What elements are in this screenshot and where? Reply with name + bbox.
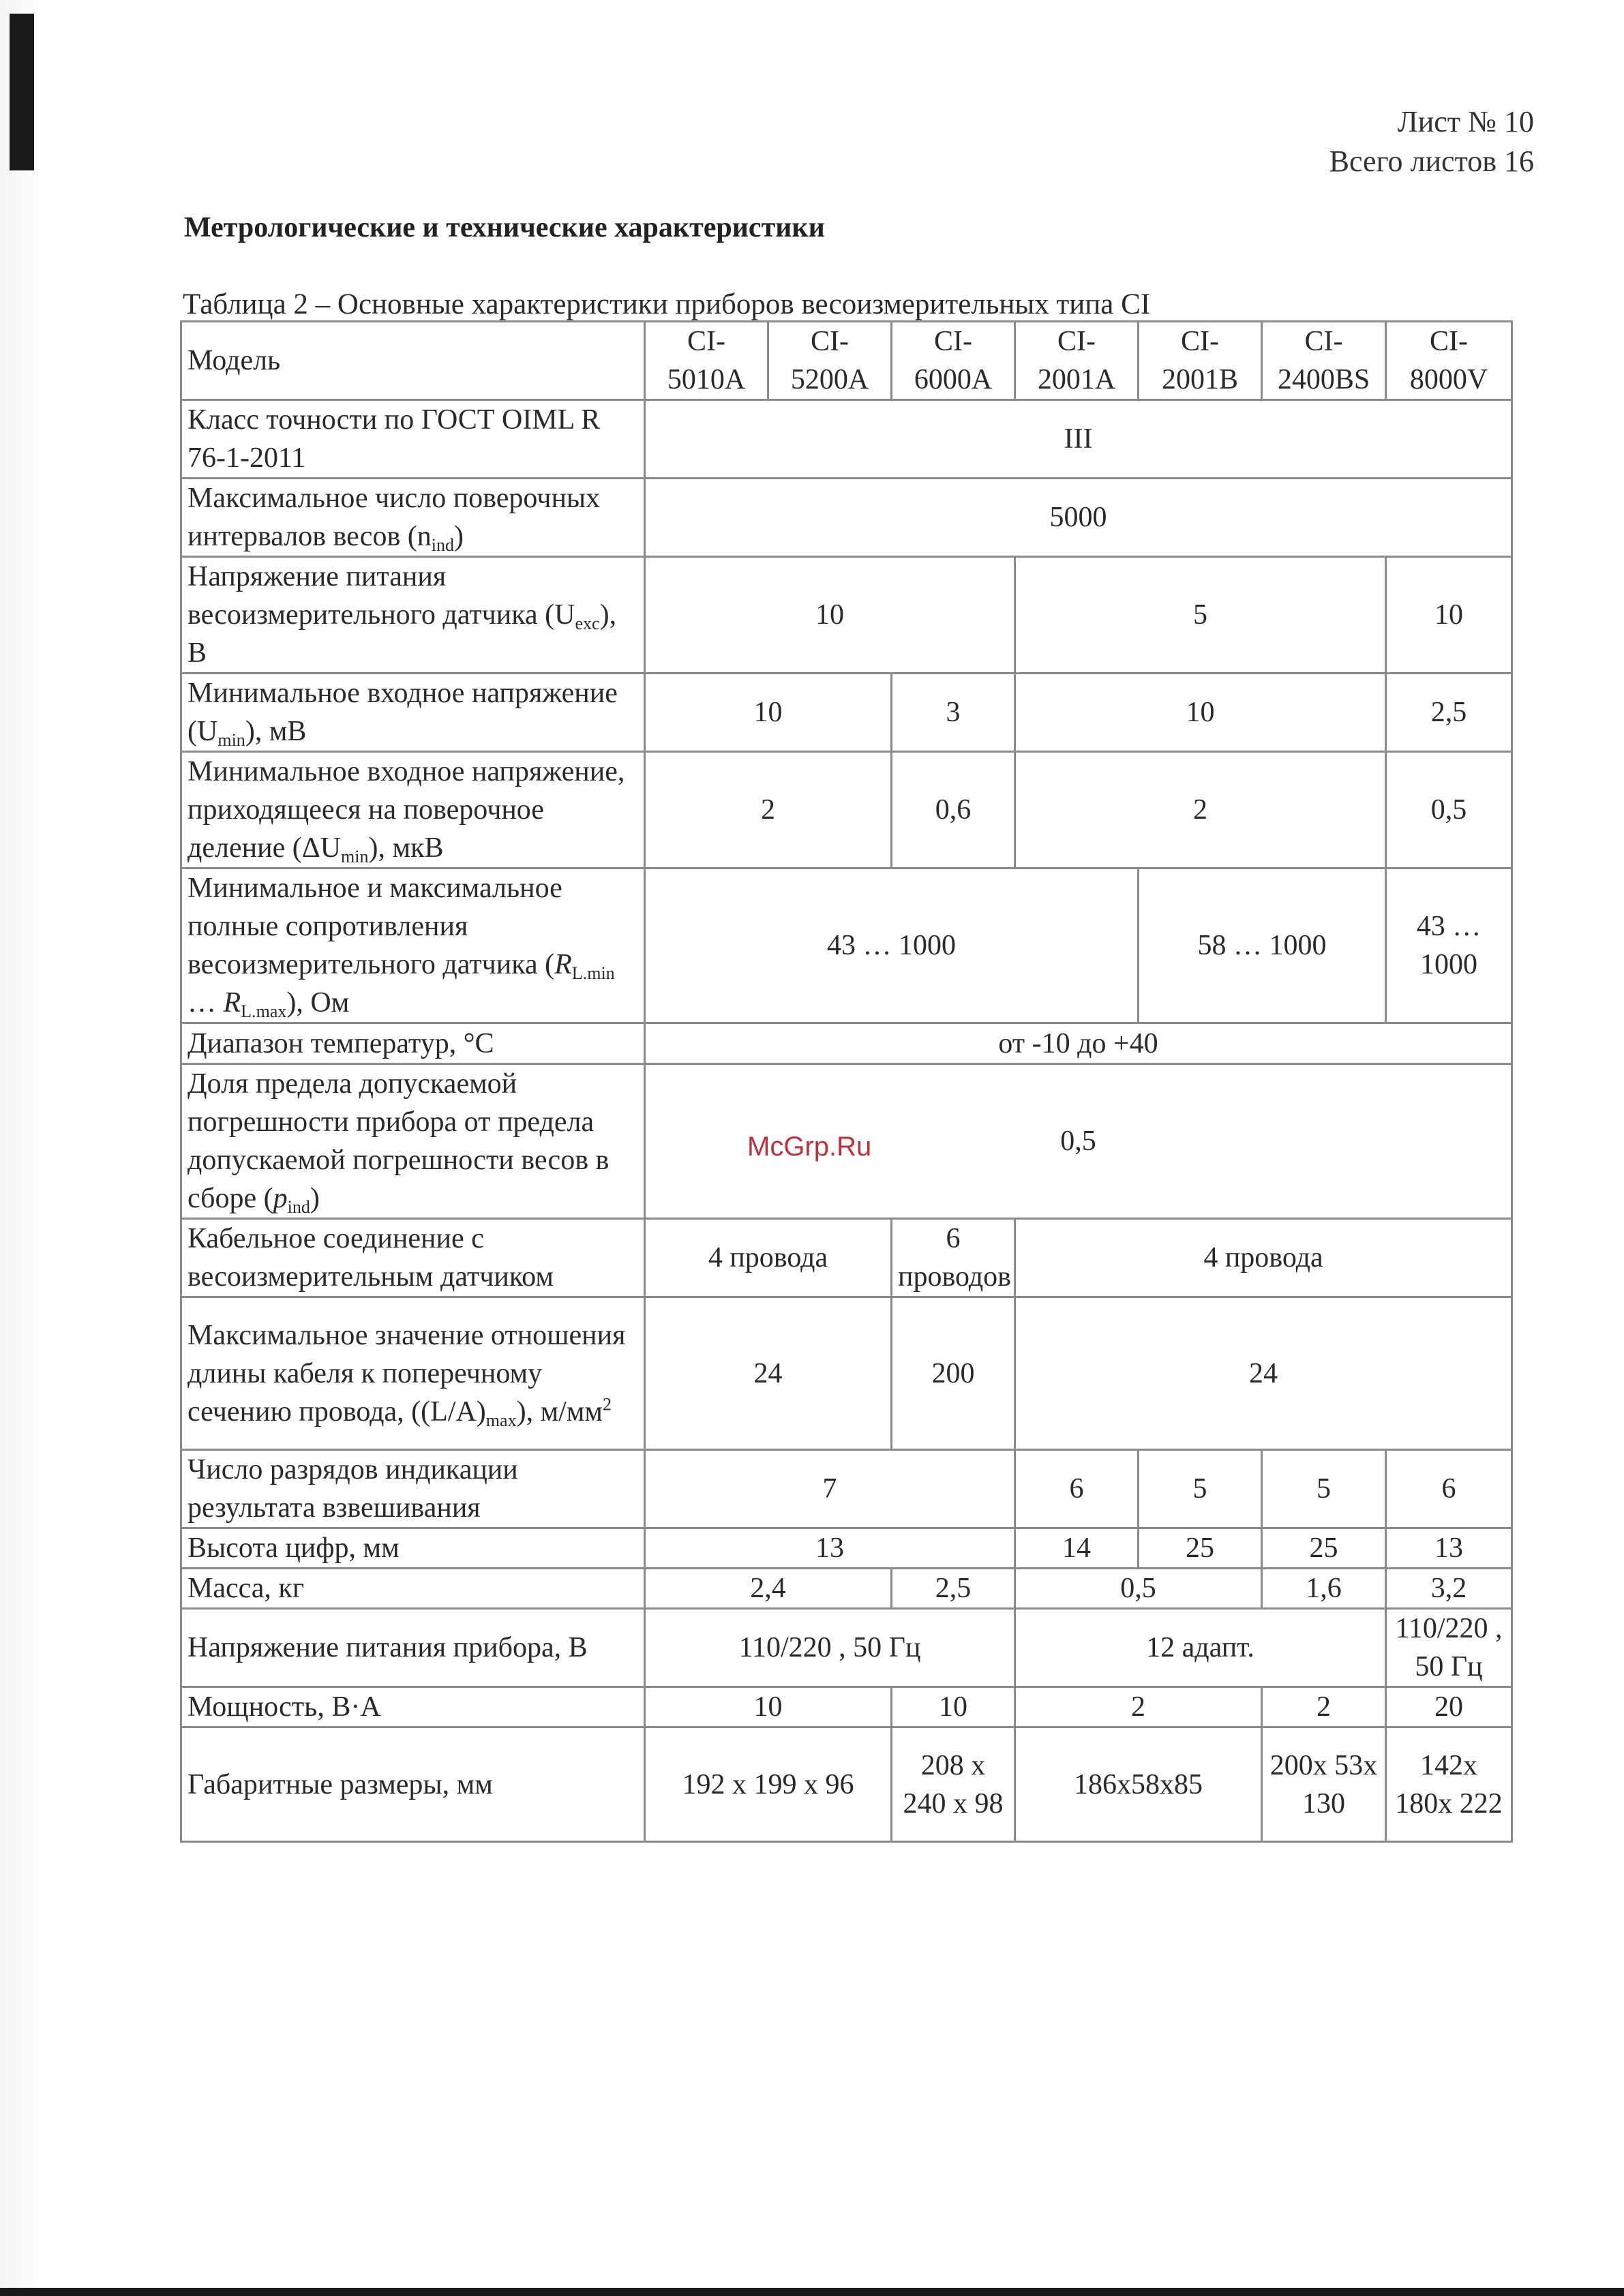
row-label: Максимальное значение отношения длины кабеля к поперечному сечению провода, $((L/A)_{max})$, $м/мм^2$ (181, 1297, 645, 1450)
cell-value: 12 адапт. (1015, 1609, 1386, 1687)
cell-value: 2,5 (892, 1569, 1015, 1609)
cell-value: от -10 до +40 (645, 1023, 1512, 1064)
model-label: Модель (181, 322, 645, 400)
cell-value: 2 (1015, 752, 1386, 868)
sheet-number: Лист № 10 (1397, 105, 1534, 138)
row-la (181, 1297, 1512, 1450)
cell-value: 10 (645, 674, 892, 752)
row-label: Число разрядов индикации результата взвешивания (181, 1450, 645, 1528)
cell-value: 13 (645, 1528, 1015, 1569)
cell-value: 2 (1262, 1687, 1386, 1727)
cell-value: 25 (1139, 1528, 1262, 1569)
row-label: Доля предела допускаемой погрешности прибора от предела допускаемой погрешности весов в сборе $(p_{ind})$ (181, 1064, 645, 1219)
cell-value: 3 (892, 674, 1015, 752)
row-label: Напряжение питания весоизмерительного датчика $(U_{exc})$, В (181, 557, 645, 674)
scan-corner-mark (10, 14, 34, 170)
row-height (181, 1528, 1512, 1569)
cell-value: 192 х 199 х 96 (645, 1727, 892, 1842)
row-label: Масса, кг (181, 1569, 645, 1609)
row-digits (181, 1450, 1512, 1528)
cell-value: 24 (1015, 1297, 1512, 1450)
row-uexc (181, 557, 1512, 674)
cell-value: 110/220 , 50 Гц (1386, 1609, 1512, 1687)
cell-value: 24 (645, 1297, 892, 1450)
watermark-link[interactable]: McGrp.Ru (747, 1132, 872, 1162)
row-resistance (181, 868, 1512, 1023)
section-title: Метрологические и технические характеристики (184, 212, 825, 243)
cell-value: 186x58x85 (1015, 1727, 1262, 1842)
cell-value: 58 … 1000 (1139, 868, 1386, 1023)
cell-value: 2 (645, 752, 892, 868)
cell-value: 25 (1262, 1528, 1386, 1569)
row-label: Напряжение питания прибора, В (181, 1609, 645, 1687)
cell-value: 1,6 (1262, 1569, 1386, 1609)
row-label: Минимальное входное напряжение $(U_{min})$, мВ (181, 674, 645, 752)
cell-value: 10 (892, 1687, 1015, 1727)
row-power (181, 1687, 1512, 1727)
cell-value: 10 (645, 557, 1015, 674)
model-header: CI-2400BS (1262, 322, 1386, 400)
row-label: Диапазон температур, °С (181, 1023, 645, 1064)
sheet-info (1329, 102, 1534, 181)
cell-value: 10 (645, 1687, 892, 1727)
row-model (181, 322, 1512, 400)
cell-value: 0,5 (1386, 752, 1512, 868)
model-header: CI-2001B (1139, 322, 1262, 400)
cell-value: 2,5 (1386, 674, 1512, 752)
cell-value: 5 (1015, 557, 1386, 674)
row-dumin (181, 752, 1512, 868)
cell-value: 5000 (645, 479, 1512, 557)
cell-value: 6 проводов (892, 1219, 1015, 1297)
cell-value: 20 (1386, 1687, 1512, 1727)
cell-value: 5 (1262, 1450, 1386, 1528)
cell-value: 7 (645, 1450, 1015, 1528)
row-label: Кабельное соединение с весоизмерительным датчиком (181, 1219, 645, 1297)
cell-value: 5 (1139, 1450, 1262, 1528)
cell-value: 0,6 (892, 752, 1015, 868)
cell-value: 43 … 1000 (645, 868, 1139, 1023)
row-mass (181, 1569, 1512, 1609)
row-umin (181, 674, 1512, 752)
model-header: CI-2001A (1015, 322, 1139, 400)
cell-value: 43 … 1000 (1386, 868, 1512, 1023)
model-header: CI-5200A (768, 322, 892, 400)
cell-value: 6 (1386, 1450, 1512, 1528)
row-label: Мощность, В·А (181, 1687, 645, 1727)
scan-edge (0, 0, 41, 2296)
cell-value: 6 (1015, 1450, 1139, 1528)
specs-table (180, 320, 1513, 1843)
scan-bottom-edge (0, 2288, 1624, 2296)
cell-value: 4 провода (645, 1219, 892, 1297)
row-nmax (181, 479, 1512, 557)
cell-value: 200 (892, 1297, 1015, 1450)
row-cable (181, 1219, 1512, 1297)
cell-value: 0,5 (1015, 1569, 1262, 1609)
cell-value: 2 (1015, 1687, 1262, 1727)
cell-value: 208 х 240 х 98 (892, 1727, 1015, 1842)
cell-value: 200x 53x 130 (1262, 1727, 1386, 1842)
cell-value: 110/220 , 50 Гц (645, 1609, 1015, 1687)
row-label: Класс точности по ГОСТ OIML R 76-1-2011 (181, 400, 645, 479)
cell-value: 10 (1386, 557, 1512, 674)
cell-value: 4 провода (1015, 1219, 1512, 1297)
model-header: CI-6000A (892, 322, 1015, 400)
cell-value: 2,4 (645, 1569, 892, 1609)
cell-value: 142x 180x 222 (1386, 1727, 1512, 1842)
cell-value: 0,5 (645, 1064, 1512, 1219)
table-caption: Таблица 2 – Основные характеристики приборов весоизмерительных типа CI (183, 288, 1151, 320)
row-label: Минимальное входное напряжение, приходящееся на поверочное деление $(\Delta U_{min})$, мкВ (181, 752, 645, 868)
row-accuracy (181, 400, 1512, 479)
cell-value: 3,2 (1386, 1569, 1512, 1609)
row-dimensions (181, 1727, 1512, 1842)
row-power-supply (181, 1609, 1512, 1687)
cell-value: 13 (1386, 1528, 1512, 1569)
row-temperature (181, 1023, 1512, 1064)
row-label: Максимальное число поверочных интервалов весов $(n_{ind})$ (181, 479, 645, 557)
row-label: Минимальное и максимальное полные сопротивления весоизмерительного датчика ($R_{L.min}$ … $R_{L.max}$), Ом (181, 868, 645, 1023)
row-label: Высота цифр, мм (181, 1528, 645, 1569)
cell-value: III (645, 400, 1512, 479)
cell-value: 14 (1015, 1528, 1139, 1569)
model-header: CI-8000V (1386, 322, 1512, 400)
sheet-total: Всего листов 16 (1329, 145, 1534, 178)
row-label: Габаритные размеры, мм (181, 1727, 645, 1842)
cell-value: 10 (1015, 674, 1386, 752)
model-header: CI-5010A (645, 322, 768, 400)
